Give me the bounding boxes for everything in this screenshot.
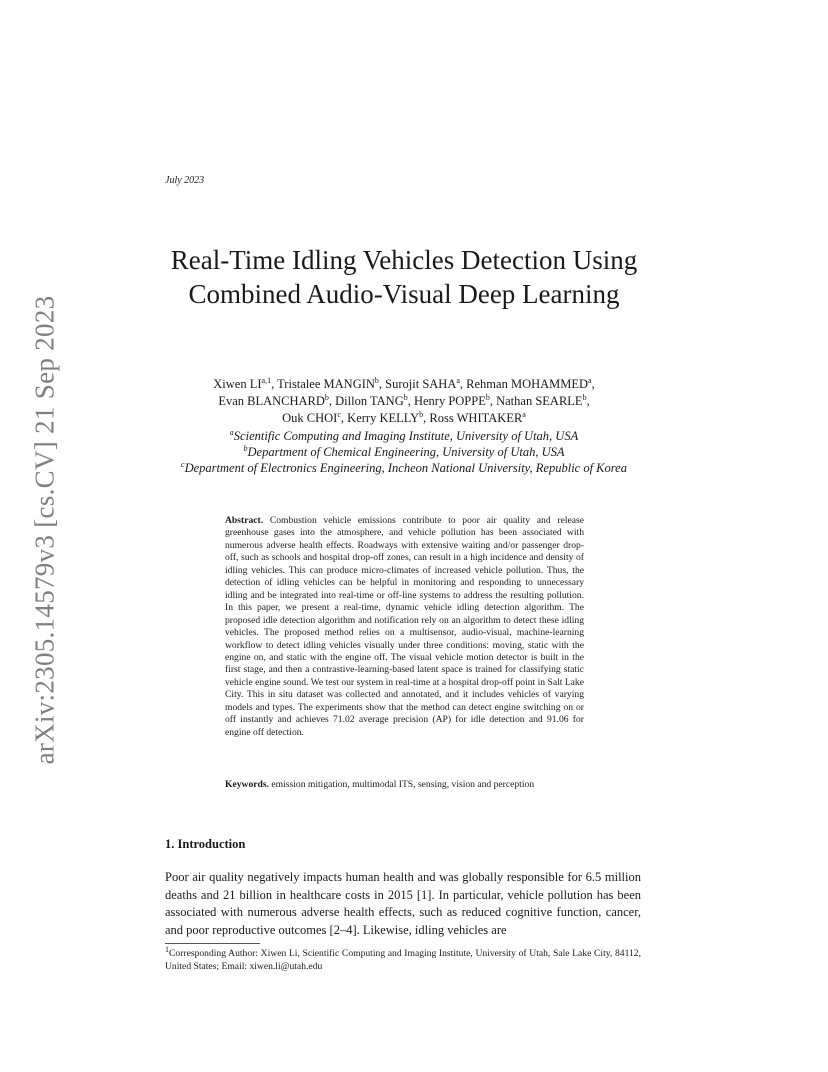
keywords [225, 779, 584, 791]
abstract-text: Combustion vehicle emissions contribute to poor air quality and release greenhouse gases into the atmosphere, and vehicle pollution has been associated with numerous adverse health effects. Roadways with extensive waiting and/or passenger drop-off, such as schools and hospital drop-off zones, can result in a high incidence and density of idling vehicles. This can produce micro-climates of increased vehicle pollution. Thus, the detection of idling vehicles can be helpful in monitoring and responding to unnecessary idling and be integrated into real-time or off-line systems to address the resulting pollution. In this paper, we present a real-time, dynamic vehicle idling detection algorithm. The proposed idle detection algorithm and notification rely on an algorithm to detect these idling vehicles. The proposed method relies on a multisensor, audio-visual, machine-learning workflow to detect idling vehicles visually under three conditions: moving, static with the engine on, and static with the engine off. The visual vehicle motion detector is built in the first stage, and then a contrastive-learning-based latent space is trained for classifying static vehicle engine sound. We test our system in real-time at a hospital drop-off point in Salt Lake City. This in situ dataset was collected and annotated, and it includes vehicles of varying models and types. The experiments show that the method can detect engine switching on or off instantly and achieves 71.02 average precision (AP) for idle detection and 91.06 for engine off detection. [225, 515, 584, 738]
affiliation: $^a$Scientific Computing and Imaging Institute, University of Utah, USA [229, 427, 579, 443]
affiliation: $^c$Department of Electronics Engineering, Incheon National University, Republic of Korea [181, 459, 627, 475]
keywords-text: emission mitigation, multimodal ITS, sensing, vision and perception [271, 779, 535, 790]
author: Tristalee MANGIN$^b$, [277, 375, 386, 391]
author: Xiwen LI$^{a,1}$, [213, 375, 278, 391]
author-list [165, 376, 643, 427]
section-heading: 1. Introduction [165, 837, 246, 851]
author: Ouk CHOI$^c$, [282, 409, 348, 425]
author: Ross WHITAKER$^a$ [429, 409, 526, 425]
author: Kerry KELLY$^b$, [347, 409, 430, 425]
affiliation-list [165, 428, 643, 476]
publication-date: July 2023 [165, 175, 205, 186]
affiliation: $^b$Department of Chemical Engineering, University of Utah, USA [243, 443, 565, 459]
abstract [225, 515, 584, 739]
paper-title: Real-Time Idling Vehicles Detection Using Combined Audio-Visual Deep Learning [170, 245, 638, 309]
author: Nathan SEARLE$^b$, [496, 392, 590, 408]
author: Surojit SAHA$^a$, [385, 375, 467, 391]
author: Evan BLANCHARD$^b$, [218, 392, 336, 408]
footnote [165, 944, 641, 973]
footnote-text: Corresponding Author: Xiwen Li, Scientific Computing and Imaging Institute, University of Utah, Sale Lake City, 84112, United States; Email: xiwen.li@utah.edu [165, 948, 641, 972]
author: Henry POPPE$^b$, [413, 392, 497, 408]
abstract-label: Abstract. [225, 515, 264, 526]
introduction-paragraph: Poor air quality negatively impacts human health and was globally responsible for 6.5 million deaths and 21 billion in healthcare costs in 2015 [1]. In particular, vehicle pollution has been associated with numerous adverse health effects, such as reduced cognitive function, cancer, and poor reproductive outcomes [2–4]. Likewise, idling vehicles are [165, 870, 641, 937]
arxiv-identifier[interactable]: arXiv:2305.14579v3 [cs.CV] 21 Sep 2023 [29, 295, 60, 765]
keywords-label: Keywords. [225, 779, 269, 790]
footnote-mark: 1 [165, 944, 169, 954]
author: Rehman MOHAMMED$^a$, [466, 375, 595, 391]
footnote-divider [165, 943, 260, 944]
author: Dillon TANG$^b$, [335, 392, 414, 408]
